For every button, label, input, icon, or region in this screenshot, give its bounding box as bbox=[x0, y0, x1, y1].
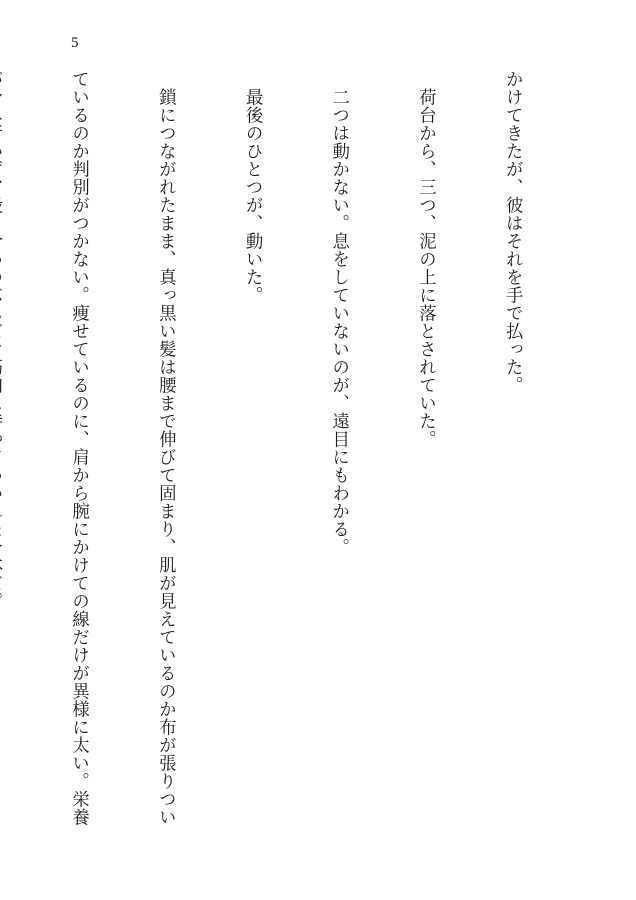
body-text bbox=[0, 70, 584, 870]
page-number: 5 bbox=[71, 35, 79, 51]
text-line: 荷台から、三つ、泥の上に落とされていた。 bbox=[415, 70, 436, 448]
text-line: ているのか判別がつかない。痩せているのに、肩から腕にかけての線だけが異様に太い。栄養 bbox=[68, 70, 89, 826]
text-line: 最後のひとつが、動いた。 bbox=[242, 70, 263, 304]
text-line: 鎖につながれたまま、真っ黒い髪は腰まで伸びて固まり、肌が見えているのか布が張りつい bbox=[155, 70, 176, 826]
text-line: 二つは動かない。息をしていないのが、遠目にもわかる。 bbox=[328, 70, 349, 556]
text-line: かけてきたが、彼はそれを手で払った。 bbox=[502, 70, 523, 394]
text-line bbox=[0, 70, 6, 870]
